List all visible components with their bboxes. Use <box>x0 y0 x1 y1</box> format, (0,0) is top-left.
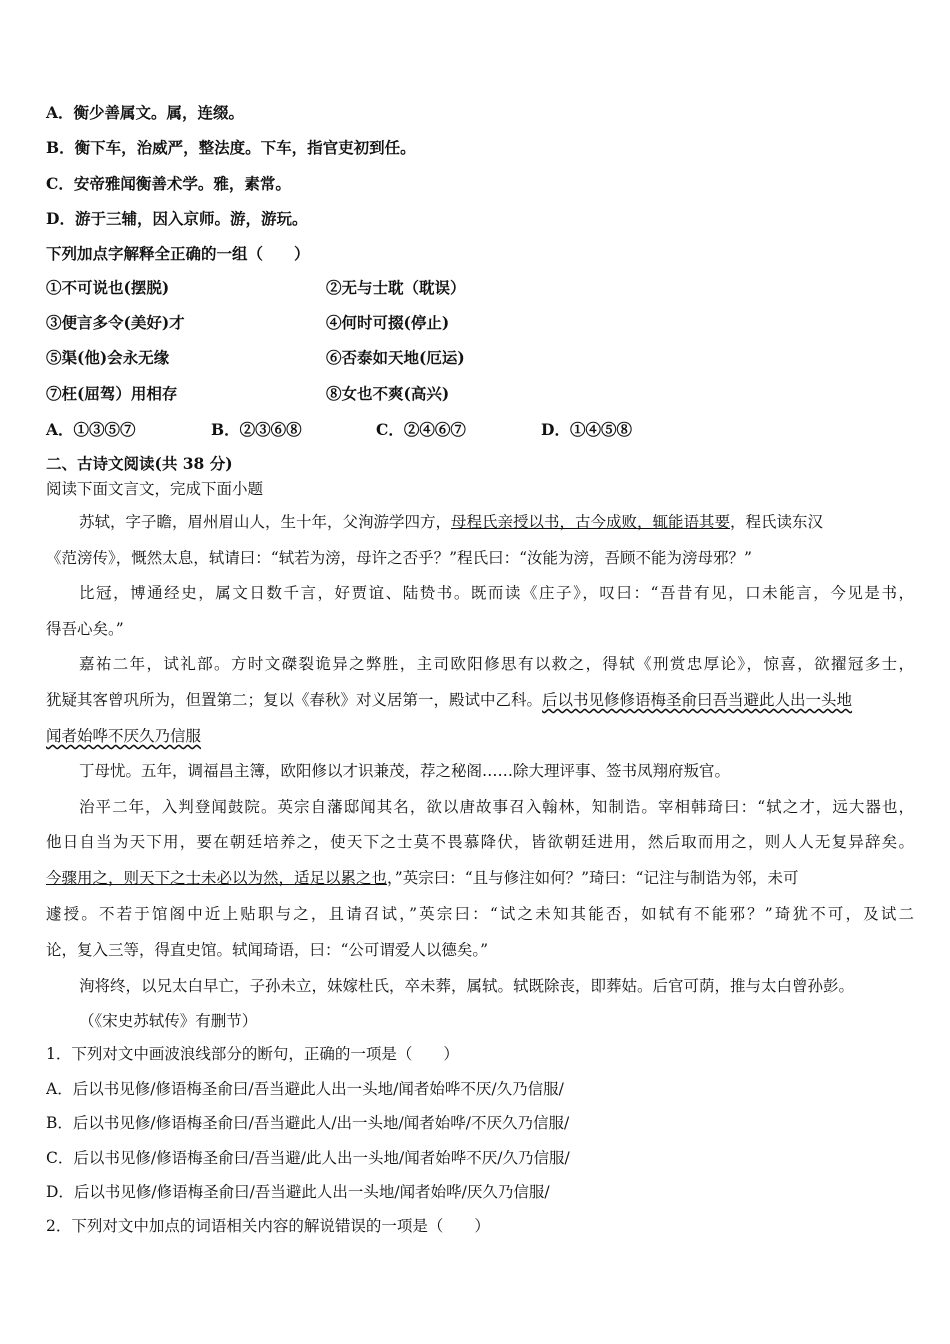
passage-line-9: 治平二年，入判登闻鼓院。英宗自藩邸闻其名，欲以唐故事召入翰林，知制诰。宰相韩琦曰：“轼之才，远大器也， <box>79 798 914 816</box>
passage-line-12: 遽授。不若于馆阁中近上贴职与之，且请召试，”英宗曰：“试之未知其能否，如轼有不能邪？”琦犹不可，及试二 <box>46 905 914 923</box>
dots-option-d: D．①④⑤⑧ <box>541 420 632 439</box>
dots-item-3: ③便言多令(美好)才 <box>46 313 185 332</box>
prev-option-b: B．衡下车，治威严，整法度。下车，指官吏初到任。 <box>46 138 416 157</box>
q1-option-d: D．后以书见修/修语梅圣俞曰/吾当避此人出一头地/闻者始哗/厌久乃信服/ <box>46 1183 550 1201</box>
passage-source: （《宋史苏轼传》有删节） <box>79 1012 258 1030</box>
passage-line-5: 嘉祐二年，试礼部。方时文磔裂诡异之弊胜，主司欧阳修思有以救之，得轼《刑赏忠厚论》，惊喜，欲擢冠多士， <box>79 655 914 673</box>
q1-option-b: B．后以书见修/修语梅圣俞曰/吾当避此人/出一头地/闻者始哗/不厌久乃信服/ <box>46 1114 570 1132</box>
q2-stem: 2．下列对文中加点的词语相关内容的解说错误的一项是（ ） <box>46 1217 490 1235</box>
q1-option-c: C．后以书见修/修语梅圣俞曰/吾当避/此人出一头地/闻者始哗不厌/久乃信服/ <box>46 1149 570 1167</box>
dots-option-a: A．①③⑤⑦ <box>46 420 136 439</box>
wavy-phrase-part-1: 后以书见修修语梅圣俞曰吾当避此人出一头地 <box>542 691 853 709</box>
section-title: 二、古诗文阅读(共 38 分) <box>46 454 233 473</box>
dots-item-1: ①不可说也(摆脱) <box>46 278 170 297</box>
dots-item-5: ⑤渠(他)会永无缘 <box>46 348 170 367</box>
wavy-phrase-part-2: 闻者始哗不厌久乃信服 <box>46 727 202 745</box>
passage-line-13: 论，复入三等，得直史馆。轼闻琦语，曰：“公可谓爱人以德矣。” <box>46 941 489 959</box>
passage-text: ，”英宗曰：“且与修注如何？”琦曰：“记注与制诰为邻，未可 <box>387 869 799 887</box>
dots-option-b: B．②③⑥⑧ <box>211 420 302 439</box>
dots-item-8: ⑧女也不爽(高兴) <box>326 384 450 403</box>
passage-line-2: 《范滂传》，慨然太息，轼请曰：“轼若为滂，母许之否乎？”程氏曰：“汝能为滂，吾顾不能为滂母邪？” <box>46 549 752 567</box>
dots-item-2: ②无与士耽（耽误） <box>326 278 466 297</box>
dots-option-c: C．②④⑥⑦ <box>376 420 466 439</box>
q1-stem: 1．下列对文中画波浪线部分的断句，正确的一项是（ ） <box>46 1045 459 1063</box>
prev-option-d: D．游于三辅，因入京师。游，游玩。 <box>46 209 308 228</box>
passage-line-3: 比冠，博通经史，属文日数千言，好贾谊、陆贽书。既而读《庄子》，叹曰：“吾昔有见，口未能言，今见是书， <box>79 584 914 602</box>
dots-question-stem: 下列加点字解释全正确的一组（ ） <box>46 244 310 263</box>
passage-text: ，程氏读东汉 <box>730 513 824 531</box>
passage-line-7 <box>46 726 914 746</box>
passage-line-14: 洵将终，以兄太白早亡，子孙未立，妹嫁杜氏，卒未葬，属轼。轼既除丧，即葬姑。后官可荫，推与太白曾孙彭。 <box>79 977 855 995</box>
dots-item-7: ⑦枉(屈驾）用相存 <box>46 384 178 403</box>
prev-option-a: A．衡少善属文。属，连缀。 <box>46 103 245 122</box>
passage-line-8: 丁母忧。五年，调福昌主簿，欧阳修以才识兼茂，荐之秘阁……除大理评事、签书凤翔府叛官。 <box>79 762 731 780</box>
passage-line-10: 他日自当为天下用，要在朝廷培养之，使天下之士莫不畏慕降伏，皆欲朝廷进用，然后取而用之，则人人无复异辞矣。 <box>46 833 914 851</box>
passage-line-11 <box>46 868 914 888</box>
dots-options-row <box>46 420 914 440</box>
section-instruction: 阅读下面文言文，完成下面小题 <box>46 480 264 498</box>
prev-option-c: C．安帝雅闻衡善术学。雅，素常。 <box>46 174 291 193</box>
underlined-phrase-2: 今骤用之，则天下之士未必以为然，适足以累之也 <box>46 869 388 887</box>
underlined-phrase-1: 母程氏亲授以书，古今成败，辄能语其要 <box>451 513 731 531</box>
passage-line-6 <box>46 690 914 710</box>
passage-text: 犹疑其客曾巩所为，但置第二；复以《春秋》对义居第一，殿试中乙科。 <box>46 691 543 709</box>
dots-item-4: ④何时可掇(停止) <box>326 313 450 332</box>
q1-option-a: A．后以书见修/修语梅圣俞曰/吾当避此人出一头地/闻者始哗不厌/久乃信服/ <box>46 1080 564 1098</box>
passage-line-1 <box>79 512 914 532</box>
passage-text: 苏轼，字子瞻，眉州眉山人，生十年，父洵游学四方， <box>79 513 452 531</box>
dots-item-6: ⑥否泰如天地(厄运) <box>326 348 465 367</box>
passage-line-4: 得吾心矣。” <box>46 620 124 638</box>
